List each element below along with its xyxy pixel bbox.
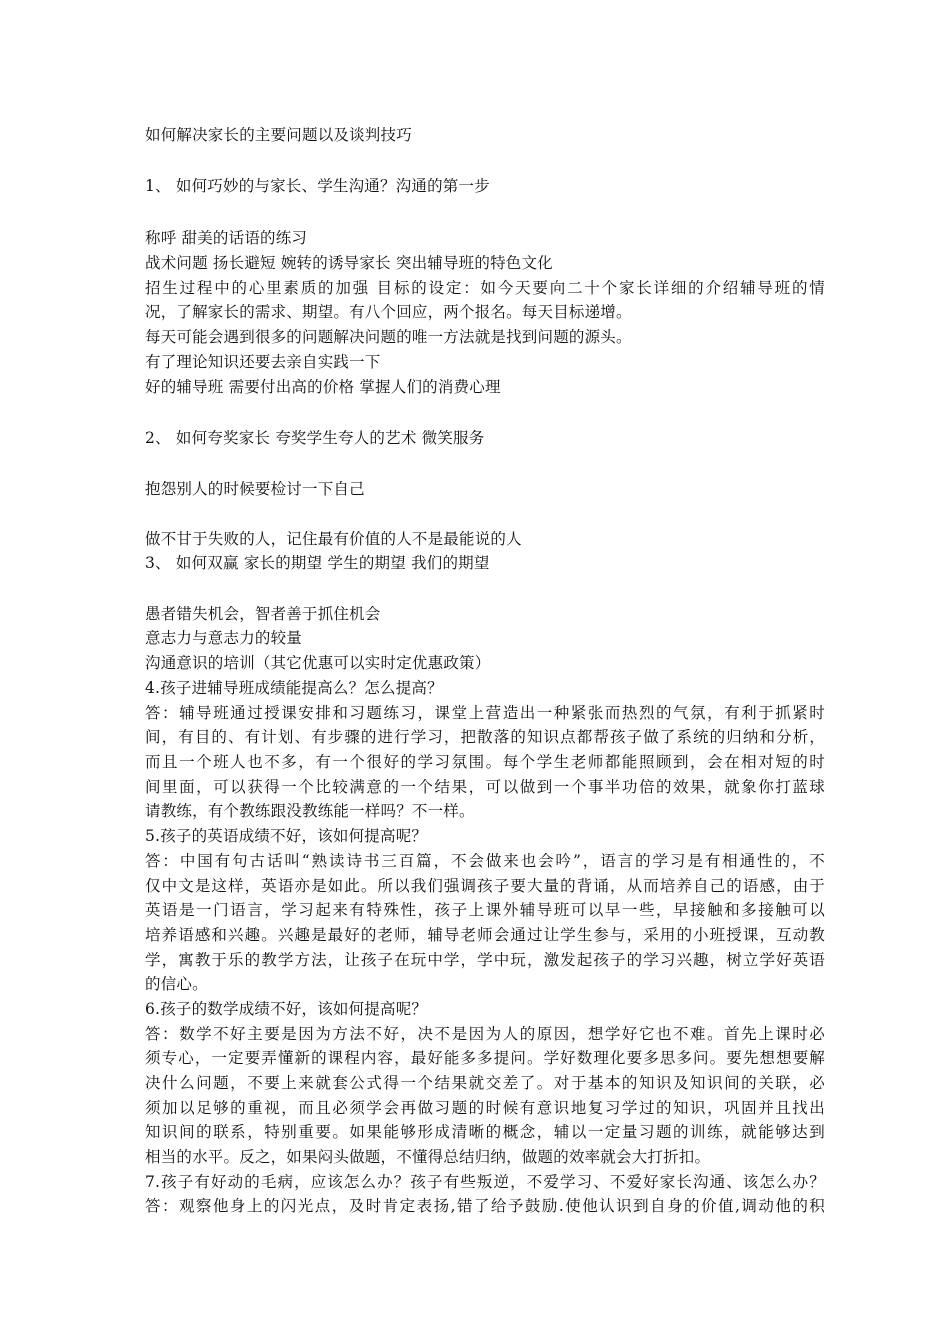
text-line: 称呼 甜美的话语的练习 [145,229,308,247]
section-heading-1: 1、 如何巧妙的与家长、学生沟通？沟通的第一步 [145,177,490,195]
text-line: 好的辅导班 需要付出高的价格 掌握人们的消费心理 [145,378,501,396]
text-line: 况，了解家长的需求、期望。有八个回应，两个报名。每天目标递增。 [145,303,632,321]
question-7: 7.孩子有好动的毛病，应该怎么办？孩子有些叛逆，不爱学习、不爱好家长沟通、该怎么办？ [145,1173,825,1191]
answer-line: 英语是一门语言，学习起来有特殊性，孩子上课外辅导班可以早一些，早接触和多接触可以 [145,901,825,919]
answer-line: 决什么问题，不要上来就套公式得一个结果就交差了。对于基本的知识及知识间的关联，必 [145,1074,825,1092]
answer-line: 答：观察他身上的闪光点，及时肯定表扬,错了给予鼓励.使他认识到自身的价值,调动他的积 [145,1197,825,1215]
answer-line: 间里面，可以获得一个比较满意的一个结果，可以做到一个事半功倍的效果，就象你打蓝球 [145,778,825,796]
question-6: 6.孩子的数学成绩不好，该如何提高呢？ [145,1000,428,1018]
document-title: 如何解决家长的主要问题以及谈判技巧 [145,126,412,144]
text-line: 愚者错失机会，智者善于抓住机会 [145,605,381,623]
answer-line: 相当的水平。反之，如果闷头做题，不懂得总结归纳，做题的效率就会大打折扣。 [145,1148,711,1166]
text-line: 每天可能会遇到很多的问题解决问题的唯一方法就是找到问题的源头。 [145,328,632,346]
text-line: 做不甘于失败的人，记住最有价值的人不是最能说的人 [145,530,522,548]
section-heading-2: 2、 如何夸奖家长 夸奖学生夸人的艺术 微笑服务 [145,429,485,447]
answer-line: 的信心。 [145,975,208,993]
answer-line: 仅中文是这样，英语亦是如此。所以我们强调孩子要大量的背诵，从而培养自己的语感，由于 [145,877,825,895]
question-4: 4.孩子进辅导班成绩能提高么？怎么提高？ [145,679,443,697]
answer-line: 请教练，有个教练跟没教练能一样吗？不一样。 [145,802,475,820]
text-line: 抱怨别人的时候要检讨一下自己 [145,480,365,498]
text-line: 有了理论知识还要去亲自实践一下 [145,353,381,371]
question-5: 5.孩子的英语成绩不好，该如何提高呢？ [145,827,428,845]
answer-line: 答：辅导班通过授课安排和习题练习，课堂上营造出一种紧张而热烈的气氛，有利于抓紧时 [145,704,825,722]
answer-line: 间，有目的、有计划、有步骤的进行学习，把散落的知识点都帮孩子做了系统的归纳和分析， [145,728,825,746]
answer-line: 须加以足够的重视，而且必须学会再做习题的时候有意识地复习学过的知识，巩固并且找出 [145,1099,825,1117]
answer-line: 知识间的联系，特别重要。如果能够形成清晰的概念，辅以一定量习题的训练，就能够达到 [145,1123,825,1141]
text-line: 战术问题 扬长避短 婉转的诱导家长 突出辅导班的特色文化 [145,254,553,272]
answer-line: 学，寓教于乐的教学方法，让孩子在玩中学，学中玩，激发起孩子的学习兴趣，树立学好英语 [145,951,825,969]
text-line: 沟通意识的培训（其它优惠可以实时定优惠政策） [145,654,491,672]
answer-line: 须专心，一定要弄懂新的课程内容，最好能多多提问。学好数理化要多思多问。要先想想要解 [145,1049,825,1067]
answer-line: 而且一个班人也不多，有一个很好的学习氛围。每个学生老师都能照顾到，会在相对短的时 [145,753,825,771]
answer-line: 答：数学不好主要是因为方法不好，决不是因为人的原因，想学好它也不难。首先上课时必 [145,1025,825,1043]
text-line: 招生过程中的心里素质的加强 目标的设定：如今天要向二十个家长详细的介绍辅导班的情 [145,279,825,297]
section-heading-3: 3、 如何双赢 家长的期望 学生的期望 我们的期望 [145,554,490,572]
answer-line: 培养语感和兴趣。兴趣是最好的老师，辅导老师会通过让学生参与，采用的小班授课，互动教 [145,926,825,944]
text-line: 意志力与意志力的较量 [145,629,303,647]
answer-line: 答：中国有句古话叫“熟读诗书三百篇，不会做来也会吟”，语言的学习是有相通性的，不 [145,852,825,870]
